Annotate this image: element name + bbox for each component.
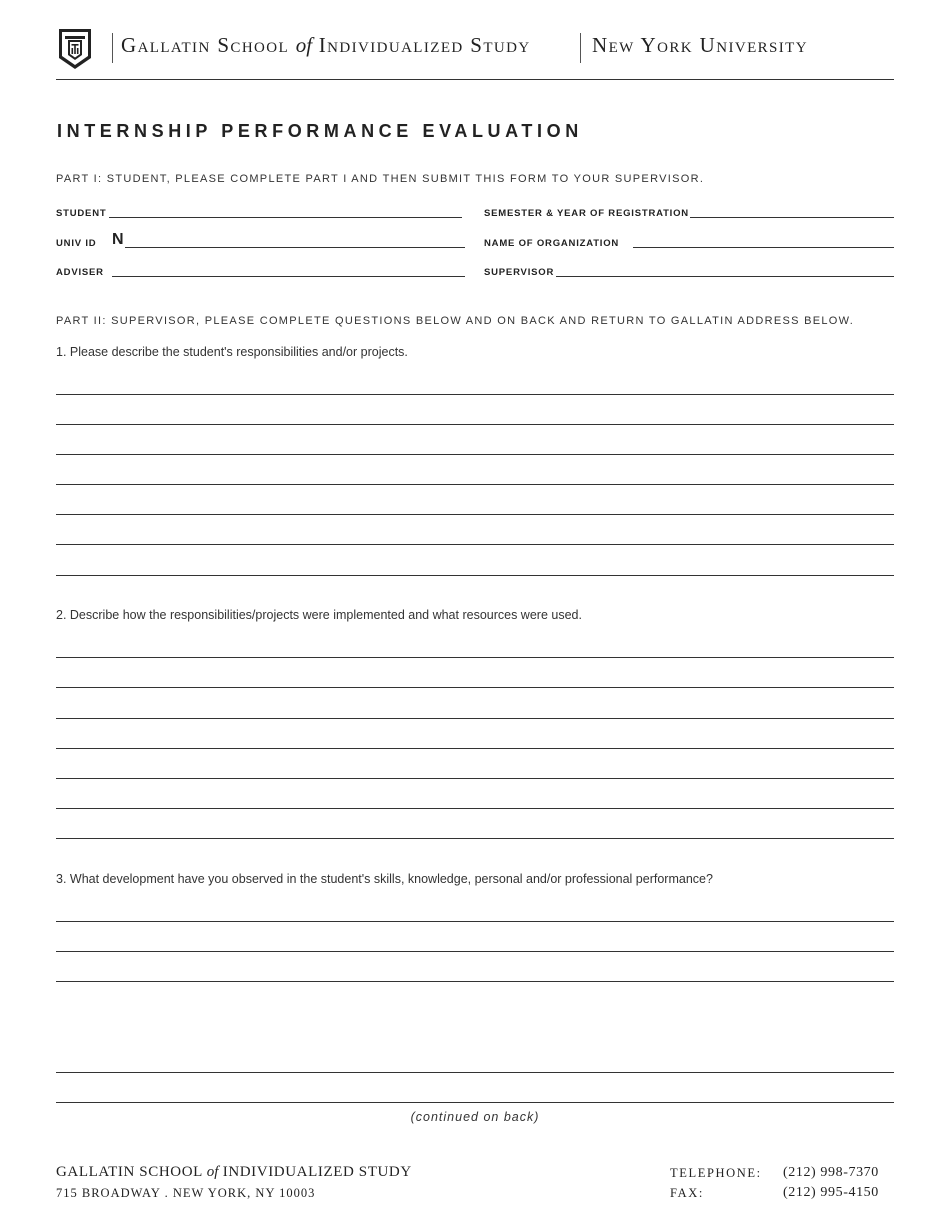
univ-id-field[interactable]	[125, 247, 465, 248]
header-school-name: Gallatin School of Individualized Study	[121, 33, 531, 57]
supervisor-field[interactable]	[556, 276, 894, 277]
answer-line[interactable]	[56, 838, 894, 839]
answer-line[interactable]	[56, 778, 894, 779]
nyu-torch-logo	[58, 28, 92, 70]
semester-year-label: SEMESTER & YEAR OF REGISTRATION	[484, 208, 689, 219]
answer-line[interactable]	[56, 424, 894, 425]
header-divider	[580, 33, 581, 63]
footer-address: 715 BROADWAY . NEW YORK, NY 10003	[56, 1186, 316, 1200]
answer-line[interactable]	[56, 394, 894, 395]
student-field[interactable]	[109, 217, 462, 218]
univ-id-label: UNIV ID	[56, 238, 97, 249]
footer-school-name: GALLATIN SCHOOL of INDIVIDUALIZED STUDY	[56, 1164, 412, 1180]
question-2: 2. Describe how the responsibilities/projects were implemented and what resources were used.	[56, 608, 582, 622]
header-rule	[56, 79, 894, 80]
telephone-number: (212) 998-7370	[783, 1165, 879, 1180]
answer-line[interactable]	[56, 454, 894, 455]
organization-field[interactable]	[633, 247, 894, 248]
adviser-label: ADVISER	[56, 267, 104, 278]
answer-line[interactable]	[56, 981, 894, 982]
answer-line[interactable]	[56, 718, 894, 719]
fax-label: FAX:	[670, 1186, 704, 1200]
supervisor-label: SUPERVISOR	[484, 267, 555, 278]
student-label: STUDENT	[56, 208, 107, 219]
answer-line[interactable]	[56, 544, 894, 545]
answer-line[interactable]	[56, 514, 894, 515]
page-title: INTERNSHIP PERFORMANCE EVALUATION	[57, 121, 583, 141]
continued-note: (continued on back)	[410, 1110, 540, 1124]
answer-line[interactable]	[56, 921, 894, 922]
part2-instruction: PART II: SUPERVISOR, PLEASE COMPLETE QUESTIONS BELOW AND ON BACK AND RETURN TO GALLATIN ADDRESS BELOW.	[56, 315, 855, 327]
answer-line[interactable]	[56, 657, 894, 658]
part1-instruction: PART I: STUDENT, PLEASE COMPLETE PART I AND THEN SUBMIT THIS FORM TO YOUR SUPERVISOR.	[56, 173, 705, 185]
question-1: 1. Please describe the student's responsibilities and/or projects.	[56, 345, 408, 359]
answer-line[interactable]	[56, 484, 894, 485]
adviser-field[interactable]	[112, 276, 465, 277]
answer-line[interactable]	[56, 808, 894, 809]
organization-label: NAME OF ORGANIZATION	[484, 238, 620, 249]
header-divider	[112, 33, 113, 63]
telephone-label: TELEPHONE:	[670, 1166, 762, 1180]
answer-line[interactable]	[56, 1102, 894, 1103]
answer-line[interactable]	[56, 951, 894, 952]
answer-line[interactable]	[56, 575, 894, 576]
fax-number: (212) 995-4150	[783, 1185, 879, 1200]
header-university: New York University	[592, 33, 808, 57]
question-3: 3. What development have you observed in the student's skills, knowledge, personal and/or professional performance?	[56, 872, 713, 886]
answer-line[interactable]	[56, 687, 894, 688]
answer-line[interactable]	[56, 1072, 894, 1073]
semester-year-field[interactable]	[690, 217, 894, 218]
answer-line[interactable]	[56, 748, 894, 749]
univ-id-prefix: N	[112, 231, 124, 248]
